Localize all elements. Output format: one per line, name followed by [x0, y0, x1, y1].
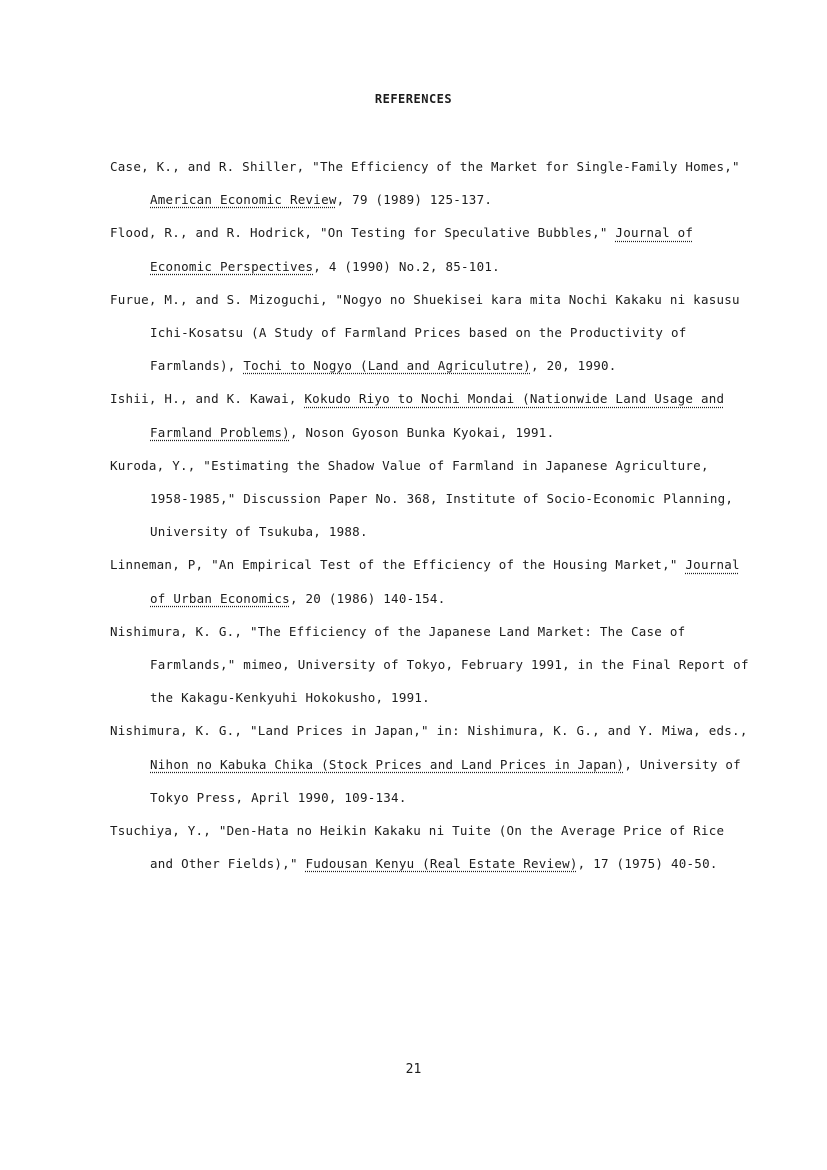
reference-text: Case, K., and R. Shiller, "The Efficiency of the Market for Single-Family Homes,"	[110, 159, 740, 174]
reference-item	[110, 548, 750, 614]
reference-details: , 20, 1990.	[531, 358, 617, 374]
reference-details: , 79 (1989) 125-137.	[336, 192, 493, 208]
reference-source: Kokudo Riyo to Nochi Mondai (Nationwide Land Usage and Farmland Problems)	[150, 391, 725, 440]
reference-source: American Economic Review	[150, 192, 337, 208]
reference-details: , University of Tokyo Press, April 1990, 109-134.	[150, 756, 741, 805]
reference-source: Tochi to Nogyo (Land and Agriculutre)	[243, 358, 532, 374]
reference-item	[110, 283, 750, 383]
reference-text: Linneman, P, "An Empirical Test of the Efficiency of the Housing Market,"	[110, 557, 686, 573]
reference-details: , 4 (1990) No.2, 85-101.	[313, 258, 500, 274]
reference-text: Kuroda, Y., "Estimating the Shadow Value of Farmland in Japanese Agriculture, 1958-1985," Discussion Paper No. 368, Institute of Socio-Economic Planning, University of Tsukuba, 1988.	[110, 457, 734, 540]
reference-item	[110, 382, 750, 448]
reference-text: Flood, R., and R. Hodrick, "On Testing for Speculative Bubbles,"	[110, 225, 616, 241]
page-heading: REFERENCES	[374, 92, 453, 106]
reference-source: Fudousan Kenyu (Real Estate Review)	[305, 856, 578, 872]
reference-source: Journal of Economic Perspectives	[150, 225, 694, 274]
reference-details: , 20 (1986) 140-154.	[289, 590, 446, 606]
reference-list	[110, 150, 750, 880]
reference-text: Nishimura, K. G., "The Efficiency of the Japanese Land Market: The Case of Farmlands," mimeo, University of Tokyo, February 1991, in the Final Report of the Kakagu-Kenkyuhi Hokokusho, 1991.	[110, 623, 749, 706]
reference-item	[110, 714, 750, 814]
reference-text: Ishii, H., and K. Kawai,	[110, 391, 305, 407]
reference-details: , Noson Gyoson Bunka Kyokai, 1991.	[289, 424, 555, 440]
reference-item	[110, 449, 750, 549]
reference-text: Furue, M., and S. Mizoguchi, "Nogyo no Shuekisei kara mita Nochi Kakaku ni kasusu Ichi-Kosatsu (A Study of Farmland Prices based on the Productivity of Farmlands),	[110, 291, 740, 374]
reference-item	[110, 814, 750, 880]
page-number: 21	[405, 1062, 422, 1077]
reference-item	[110, 216, 750, 282]
reference-details: , 17 (1975) 40-50.	[577, 856, 718, 872]
reference-source: Nihon no Kabuka Chika (Stock Prices and Land Prices in Japan)	[150, 756, 625, 772]
reference-item	[110, 150, 750, 216]
reference-item	[110, 615, 750, 715]
reference-text: Nishimura, K. G., "Land Prices in Japan," in: Nishimura, K. G., and Y. Miwa, eds.,	[110, 723, 748, 739]
reference-text: Tsuchiya, Y., "Den-Hata no Heikin Kakaku ni Tuite (On the Average Price of Rice and Other Fields),"	[110, 823, 725, 872]
reference-source: Journal of Urban Economics	[150, 557, 740, 606]
